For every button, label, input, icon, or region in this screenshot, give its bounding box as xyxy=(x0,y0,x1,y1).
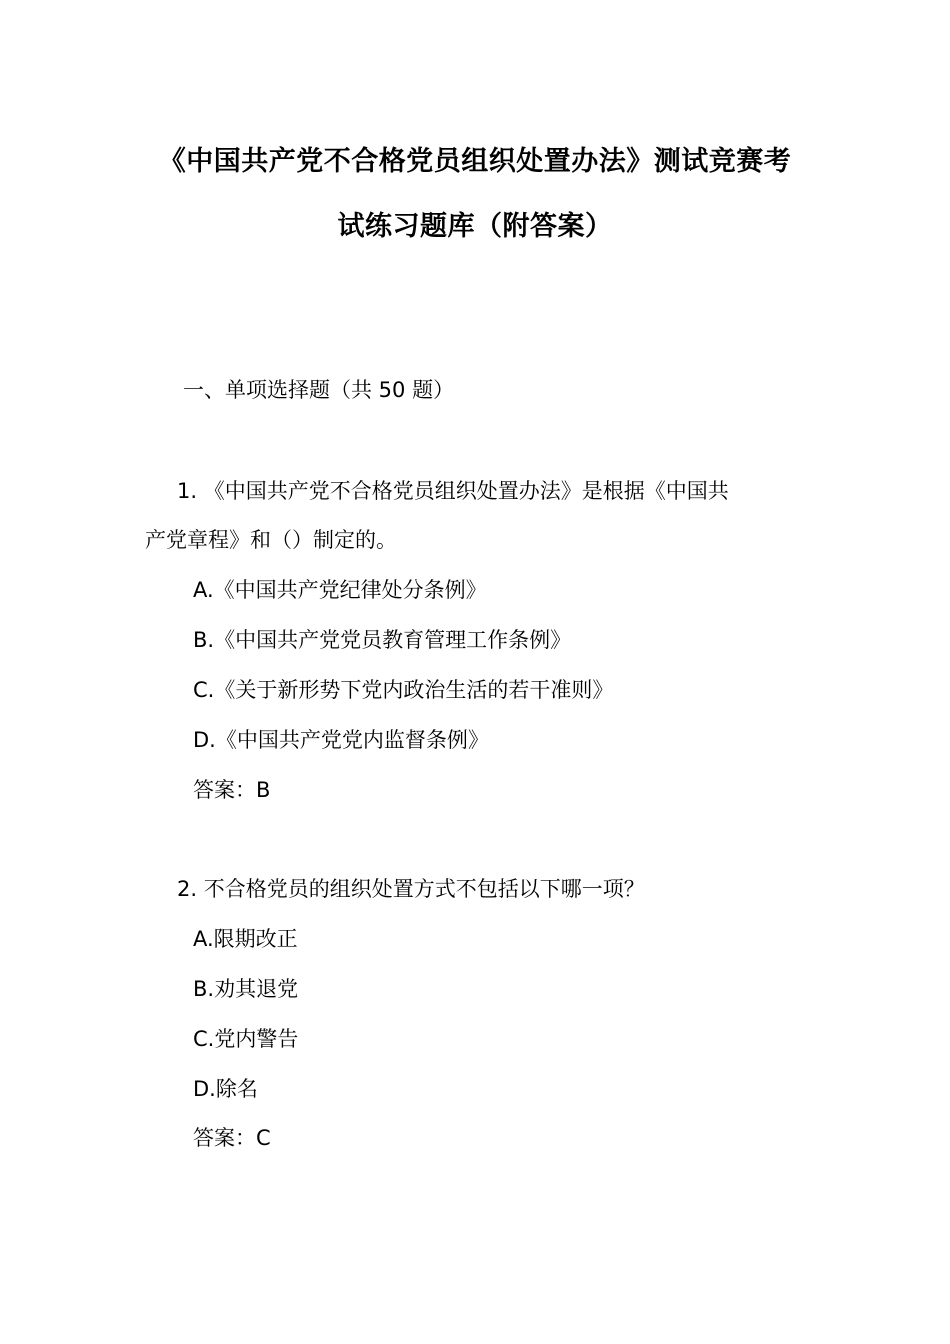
question-1-option-a: A.《中国共产党纪律处分条例》 xyxy=(193,578,487,602)
question-2-answer: 答案：C xyxy=(193,1126,271,1150)
question-2-option-b: B.劝其退党 xyxy=(193,977,299,1001)
question-2-option-d: D.除名 xyxy=(193,1077,258,1101)
document-title-line-2: 试练习题库（附答案） xyxy=(337,211,613,242)
question-2-option-c: C.党内警告 xyxy=(193,1027,299,1051)
question-1-stem-line-2: 产党章程》和（）制定的。 xyxy=(145,528,397,552)
question-2-stem: 2. 不合格党员的组织处置方式不包括以下哪一项？ xyxy=(177,877,645,901)
question-1-option-b: B.《中国共产党党员教育管理工作条例》 xyxy=(193,628,572,652)
question-1-answer: 答案：B xyxy=(193,778,271,802)
document-title-line-1: 《中国共产党不合格党员组织处置办法》测试竞赛考 xyxy=(158,146,792,177)
section-heading: 一、单项选择题（共 50 题） xyxy=(183,378,455,402)
question-1-stem-line-1: 1. 《中国共产党不合格党员组织处置办法》是根据《中国共 xyxy=(177,479,729,503)
question-1-option-d: D.《中国共产党党内监督条例》 xyxy=(193,728,489,752)
question-1-option-c: C.《关于新形势下党内政治生活的若干准则》 xyxy=(193,678,614,702)
question-2-option-a: A.限期改正 xyxy=(193,927,298,951)
